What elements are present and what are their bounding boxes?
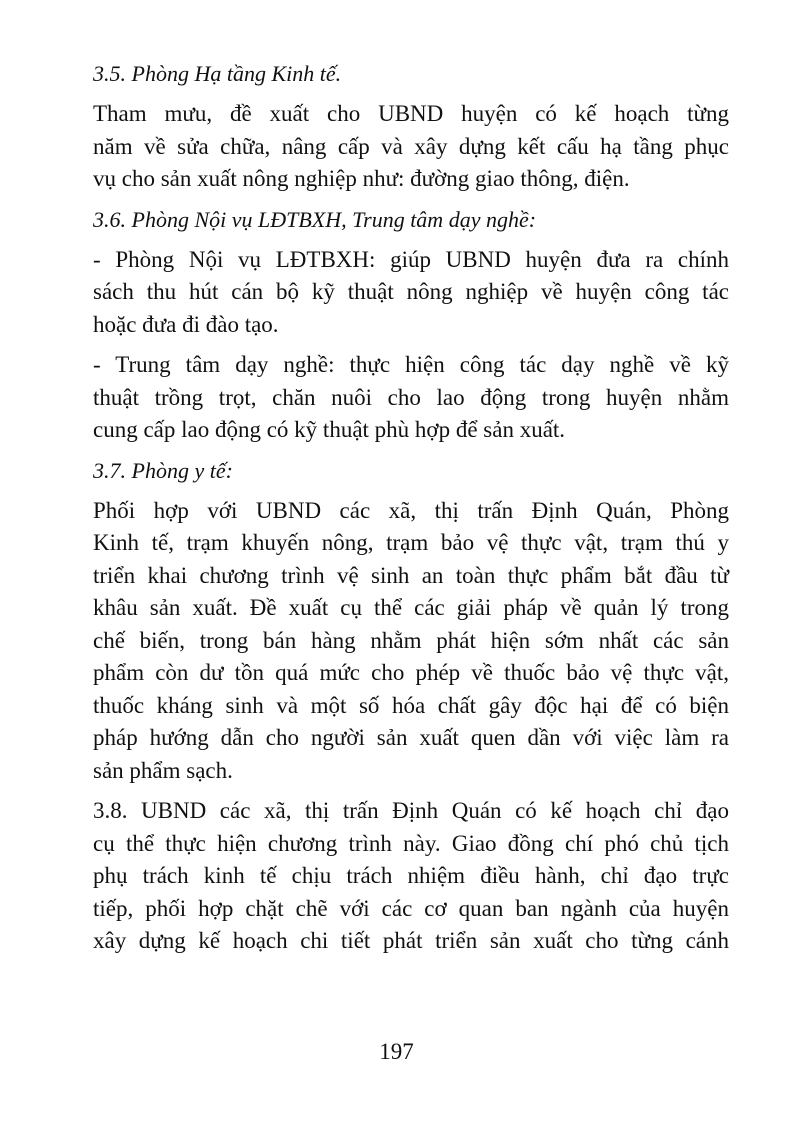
text-line: xây dựng kế hoạch chi tiết phát triển sản xuất cho từng cánh: [93, 928, 729, 953]
section-3-8: [93, 795, 729, 958]
section-3-5: [93, 58, 729, 196]
text-line: sách thu hút cán bộ kỹ thuật nông nghiệp về huyện công tác: [93, 279, 729, 304]
section-heading: 3.7. Phòng y tế:: [93, 457, 233, 483]
section-heading: 3.5. Phòng Hạ tầng Kinh tế.: [93, 61, 342, 86]
text-line: thuốc kháng sinh và một số hóa chất gây độc hại để có biện: [93, 692, 729, 718]
text-line: 3.8. UBND các xã, thị trấn Định Quán có kế hoạch chỉ đạo: [93, 798, 729, 823]
paragraph: [93, 244, 729, 342]
paragraph: [93, 349, 729, 447]
text-line: thuật trồng trọt, chăn nuôi cho lao động trong huyện nhằm: [93, 384, 729, 410]
text-line: pháp hướng dẫn cho người sản xuất quen dần với việc làm ra: [93, 725, 729, 750]
text-line: Tham mưu, đề xuất cho UBND huyện có kế hoạch từng: [93, 101, 729, 126]
section-heading: 3.6. Phòng Nội vụ LĐTBXH, Trung tâm dạy nghề:: [93, 206, 537, 232]
text-line: sản phẩm sạch.: [93, 757, 233, 783]
page-number: 197: [379, 1039, 414, 1064]
text-line: năm về sửa chữa, nâng cấp và xây dựng kết cấu hạ tầng phục: [93, 133, 729, 159]
text-line: cung cấp lao động có kỹ thuật phù hợp để sản xuất.: [93, 417, 566, 442]
text-line: tiếp, phối hợp chặt chẽ với các cơ quan ban ngành của huyện: [93, 895, 729, 921]
text-line: hoặc đưa đi đào tạo.: [93, 311, 279, 337]
text-line: cụ thể thực hiện chương trình này. Giao đồng chí phó chủ tịch: [93, 830, 729, 856]
section-3-6: [93, 204, 729, 447]
text-line: vụ cho sản xuất nông nghiệp như: đường giao thông, điện.: [93, 166, 630, 191]
paragraph: [93, 495, 729, 788]
text-line: triển khai chương trình vệ sinh an toàn thực phẩm bắt đầu từ: [93, 562, 729, 588]
page-body: [93, 58, 729, 966]
text-line: - Phòng Nội vụ LĐTBXH: giúp UBND huyện đưa ra chính: [93, 246, 729, 272]
text-line: phẩm còn dư tồn quá mức cho phép về thuốc bảo vệ thực vật,: [93, 660, 729, 685]
text-line: chế biến, trong bán hàng nhằm phát hiện sớm nhất các sản: [93, 627, 729, 653]
text-line: khâu sản xuất. Đề xuất cụ thể các giải pháp về quản lý trong: [93, 595, 729, 620]
paragraph: [93, 795, 729, 958]
text-line: Kinh tế, trạm khuyến nông, trạm bảo vệ thực vật, trạm thú y: [93, 530, 729, 555]
text-line: - Trung tâm dạy nghề: thực hiện công tác dạy nghề về kỹ: [93, 352, 729, 377]
section-3-7: [93, 455, 729, 788]
text-line: Phối hợp với UBND các xã, thị trấn Định Quán, Phòng: [93, 497, 729, 523]
paragraph: [93, 98, 729, 196]
text-line: phụ trách kinh tế chịu trách nhiệm điều hành, chỉ đạo trực: [93, 863, 729, 888]
